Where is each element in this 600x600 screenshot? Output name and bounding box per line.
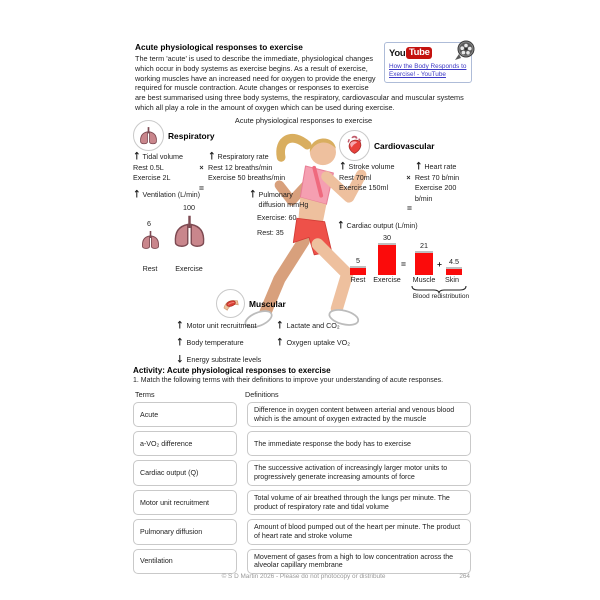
small-lungs-icon: [140, 230, 161, 250]
term-card: a-VO₂ difference: [133, 431, 237, 456]
definitions-column-header: Definitions: [245, 390, 279, 399]
respiratory-rate-label: Respiratory rate: [217, 152, 269, 161]
motor-unit-recruitment-label: Motor unit recruitment: [186, 321, 257, 330]
youtube-logo-tube: Tube: [406, 47, 432, 59]
pulmonary-diffusion-label: Pulmonary diffusion mmHg: [258, 190, 309, 209]
activity-heading: Activity: Acute physiological responses to exercise: [133, 366, 331, 375]
up-arrow-icon: ↑: [414, 161, 423, 173]
blood-redistribution-label: Blood redistribution: [412, 293, 470, 300]
oxygen-uptake-label: Oxygen uptake VO₂: [286, 338, 351, 347]
large-lungs-icon: [171, 214, 208, 249]
up-arrow-icon: ↑: [276, 320, 284, 332]
ventilation-label: Ventilation (L/min): [142, 190, 201, 199]
diagram-caption: Acute physiological responses to exercise: [234, 116, 373, 125]
heart-rate-label: Heart rate: [424, 162, 457, 171]
ventilation-rest-value: 6: [147, 219, 151, 228]
muscle-icon: [216, 289, 245, 318]
definition-card: Movement of gases from a high to low concentration across the alveolar capillary membrane: [247, 549, 471, 574]
definition-card: The successive activation of increasingly larger motor units to progressively generate increasing amounts of force: [247, 460, 471, 485]
energy-substrate-label: Energy substrate levels: [186, 355, 262, 364]
pulmonary-diffusion-section: [249, 190, 317, 237]
muscular-items: [176, 321, 384, 372]
header-section: [135, 42, 472, 113]
bar-label-rest: Rest: [350, 275, 366, 284]
equals-sign: =: [407, 203, 412, 213]
respiratory-rate-rest: Rest 12 breaths/min: [208, 162, 273, 172]
stroke-volume-label: Stroke volume: [348, 162, 395, 171]
plus-sign: +: [437, 259, 442, 269]
term-card: Pulmonary diffusion: [133, 519, 237, 544]
up-arrow-icon: ↑: [337, 220, 345, 232]
definition-card: Amount of blood pumped out of the heart per minute. The product of heart rate and stroke volume: [247, 519, 471, 544]
ventilation-exercise-label: Exercise: [175, 264, 203, 273]
heart-rate-exercise: Exercise 200 b/min: [414, 183, 457, 203]
up-arrow-icon: ↑: [249, 189, 257, 201]
term-card: Cardiac output (Q): [133, 460, 237, 485]
lungs-comparison-figure: [133, 201, 245, 277]
bar-skin: [446, 267, 462, 275]
table-row: [133, 402, 471, 427]
activity-section: [133, 366, 471, 578]
page-title: Acute physiological responses to exercise: [135, 42, 303, 52]
cardiovascular-heading: Cardiovascular: [374, 140, 435, 151]
pulmonary-rest-value: Rest: 35: [257, 227, 284, 237]
definition-card: Difference in oxygen content between arterial and venous blood which is the amount of oxygen extracted by the muscle: [247, 402, 471, 427]
multiply-sign: ×: [199, 162, 204, 172]
up-arrow-icon: ↑: [208, 151, 216, 163]
up-arrow-icon: ↑: [176, 337, 184, 349]
up-arrow-icon: ↑: [339, 161, 347, 173]
bar-exercise: [378, 243, 396, 275]
definition-card: Total volume of air breathed through the lungs per minute. The product of respiratory rate and tidal volume: [247, 490, 471, 515]
bar-label-skin: Skin: [445, 275, 459, 284]
up-arrow-icon: ↑: [176, 320, 184, 332]
page-number: 264: [459, 573, 470, 580]
activity-instruction: 1. Match the following terms with their definitions to improve your understanding of acute responses.: [133, 377, 444, 384]
youtube-logo-you: You: [389, 47, 406, 59]
cardiovascular-equation: [339, 162, 475, 204]
ventilation-section: [133, 190, 245, 277]
cardiovascular-section: [339, 130, 475, 213]
pulmonary-exercise-value: Exercise: 60: [257, 213, 297, 222]
down-arrow-icon: ↓: [176, 354, 184, 366]
term-card: Ventilation: [133, 549, 237, 574]
lactate-co2-label: Lactate and CO₂: [286, 321, 340, 330]
respiratory-rate-exercise: Exercise 50 breaths/min: [208, 173, 286, 182]
cardiac-output-label: Cardiac output (L/min): [346, 221, 418, 230]
heart-rate-rest: Rest 70 b/min: [414, 172, 460, 182]
multiply-sign: ×: [406, 172, 411, 182]
intro-paragraph: The term 'acute' is used to describe the immediate, physiological changes which occur in body systems as exercise begins. As a result of exercise, working muscles have an increased need for oxygen to provide the energy required for muscle contraction. Acute changes or responses to exercise are best summarised using three body systems, the respiratory, cardiovascular and muscular systems which all play a role in the amount of oxygen which can be used during exercise.: [135, 54, 464, 112]
muscular-heading: Muscular: [249, 298, 286, 309]
table-row: [133, 460, 471, 485]
bar-label-exercise: Exercise: [373, 275, 401, 284]
ventilation-rest-label: Rest: [142, 264, 158, 273]
body-temperature-label: Body temperature: [186, 338, 244, 347]
tidal-volume-rest: Rest 0.5L: [133, 162, 164, 172]
up-arrow-icon: ↑: [133, 189, 141, 201]
term-card: Motor unit recruitment: [133, 490, 237, 515]
bar-value-rest: 5: [356, 256, 360, 265]
bar-value-exercise: 30: [383, 233, 391, 242]
table-row: [133, 431, 471, 456]
youtube-video-box: [384, 42, 472, 83]
respiratory-section: [133, 120, 305, 193]
ventilation-exercise-value: 100: [183, 203, 195, 212]
stroke-volume-exercise: Exercise 150ml: [339, 183, 389, 192]
up-arrow-icon: ↑: [276, 337, 284, 349]
table-row: [133, 519, 471, 544]
lungs-icon: [133, 120, 164, 151]
terms-column-header: Terms: [135, 390, 155, 399]
table-row: [133, 490, 471, 515]
youtube-link[interactable]: How the Body Responds to Exercise! - YouTube: [389, 63, 467, 78]
tidal-volume-label: Tidal volume: [142, 152, 184, 161]
equals-sign: =: [199, 182, 204, 193]
bar-label-muscle: Muscle: [412, 275, 436, 284]
equals-sign: =: [401, 259, 406, 269]
stroke-volume-rest: Rest 70ml: [339, 172, 372, 182]
bar-rest: [350, 266, 366, 275]
up-arrow-icon: ↑: [133, 151, 141, 163]
definition-card: The immediate response the body has to exercise: [247, 431, 471, 456]
muscular-section: [176, 289, 384, 372]
respiratory-heading: Respiratory: [168, 130, 215, 141]
bar-muscle: [415, 251, 433, 275]
table-row: [133, 549, 471, 574]
heart-icon: [339, 130, 370, 161]
bar-value-muscle: 21: [420, 241, 428, 250]
term-card: Acute: [133, 402, 237, 427]
film-reel-icon: [453, 40, 477, 62]
tidal-volume-exercise: Exercise 2L: [133, 173, 171, 182]
respiratory-equation: [133, 152, 305, 184]
bar-value-skin: 4.5: [449, 257, 459, 266]
footer-copyright: © S D Martin 2026 - Please do not photocopy or distribute: [221, 573, 386, 580]
